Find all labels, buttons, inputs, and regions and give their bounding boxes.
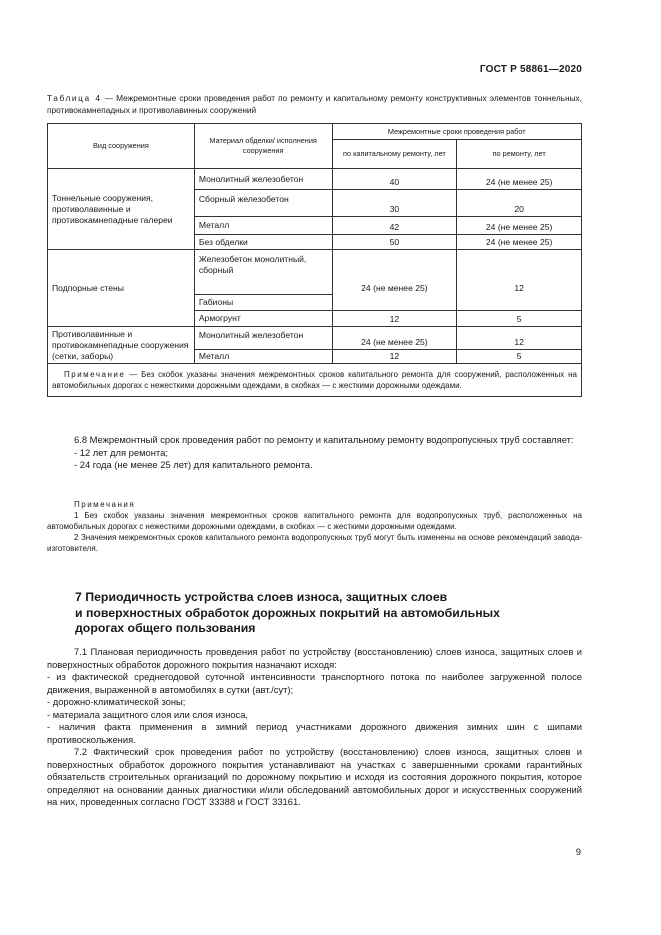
- header-periods: Межремонтные сроки проведения работ: [332, 124, 581, 140]
- row-capital-value: 30: [332, 190, 457, 217]
- section-heading-line: дорогах общего пользования: [75, 621, 256, 635]
- header-capital-repair: по капитальному ремонту, лет: [332, 140, 457, 169]
- row-repair-value: 5: [457, 350, 582, 364]
- row-capital-value: 24 (не менее 25): [332, 327, 457, 350]
- row-material: Железобетон монолитный, сборный: [194, 250, 332, 295]
- notes-block: [47, 499, 582, 554]
- row-material: Габионы: [194, 295, 332, 311]
- row-repair-value: 12: [457, 250, 582, 311]
- section-heading-line: 7 Периодичность устройства слоев износа, защитных слоев: [75, 590, 448, 604]
- list-item: - 12 лет для ремонта;: [74, 446, 168, 458]
- row-repair-value: 24 (не менее 25): [457, 169, 582, 190]
- row-capital-value: 40: [332, 169, 457, 190]
- group-name-retaining-walls: Подпорные стены: [48, 250, 195, 327]
- repair-periods-table: [47, 123, 582, 397]
- row-material: Монолитный железобетон: [194, 327, 332, 350]
- header-structure-type: Вид сооружения: [48, 124, 195, 169]
- row-material: Металл: [194, 217, 332, 235]
- section-7-heading: [75, 590, 555, 637]
- header-repair: по ремонту, лет: [457, 140, 582, 169]
- row-capital-value: 24 (не менее 25): [332, 250, 457, 311]
- row-material: Без обделки: [194, 235, 332, 250]
- row-repair-value: 12: [457, 327, 582, 350]
- section-7-body: [47, 646, 582, 809]
- row-capital-value: 12: [332, 350, 457, 364]
- list-item: - 24 года (не менее 25 лет) для капитального ремонта.: [74, 459, 313, 470]
- row-repair-value: 5: [457, 311, 582, 327]
- table-caption: [47, 93, 582, 116]
- table-note-text: — Без скобок указаны значения межремонтных сроков капитального ремонта для сооружений, расположенных на автомобильных дорогах с нежесткими дорожными одеждами, в скобках — с жесткими дорожными одеждами.: [52, 370, 577, 390]
- row-repair-value: 24 (не менее 25): [457, 235, 582, 250]
- list-item: - из фактической среднегодовой суточной интенсивности транспортного потока по наиболее загруженной полосе движения, выраженной в автомобилях в сутки (авт./сут);: [47, 671, 582, 695]
- section-heading-line: и поверхностных обработок дорожных покрытий на автомобильных: [75, 605, 500, 620]
- clause-7-1: 7.1 Плановая периодичность проведения работ по устройству (восстановлению) слоев износа, защитных слоев и поверхностных обработок дорожного покрытия назначают исходя:: [47, 646, 582, 670]
- table-caption-prefix: Таблица 4: [47, 93, 102, 103]
- row-capital-value: 42: [332, 217, 457, 235]
- table-caption-text: — Межремонтные сроки проведения работ по ремонту и капитальному ремонту конструктивных элементов тоннельных, противокамнепадных и противолавинных сооружений: [47, 93, 582, 115]
- row-capital-value: 50: [332, 235, 457, 250]
- document-standard-number: ГОСТ Р 58861—2020: [479, 64, 582, 75]
- clause-6-8-intro: 6.8 Межремонтный срок проведения работ по ремонту и капитальному ремонту водопропускных труб составляет:: [74, 434, 574, 445]
- row-capital-value: 12: [332, 311, 457, 327]
- page-number: 9: [575, 847, 581, 858]
- table-note-label: Примечание: [64, 370, 126, 379]
- clause-7-2: 7.2 Фактический срок проведения работ по устройству (восстановлению) слоев износа, защитных слоев и поверхностных обработок дорожного покрытия устанавливают на участках с завершенными сроками гарантийных обязательств строительных организаций по дорожному покрытию и исходя из состояния дорожного покрытия, которое определяют на основании данных диагностики и/или обследований автомобильных дорог и искусственных сооружений на них, проведенных согласно ГОСТ 33388 и ГОСТ 33161.: [47, 746, 582, 807]
- row-material: Монолитный железобетон: [194, 169, 332, 190]
- table-note: [48, 364, 582, 397]
- list-item: - материала защитного слоя или слоя износа,: [47, 708, 249, 720]
- group-name-avalanche-structures: Противолавинные и противокамнепадные сооружения (сетки, заборы): [48, 327, 195, 364]
- list-item: - наличия факта применения в зимний период участниками дорожного движения зимних шин с шипами противоскольжения.: [47, 721, 582, 745]
- header-material: Материал обделки/ исполнения сооружения: [194, 124, 332, 169]
- row-repair-value: 24 (не менее 25): [457, 217, 582, 235]
- clause-6-8: [47, 434, 582, 472]
- list-item: - дорожно-климатической зоны;: [47, 696, 186, 707]
- row-material: Металл: [194, 350, 332, 364]
- row-material: Армогрунт: [194, 311, 332, 327]
- row-material: Сборный железобетон: [194, 190, 332, 217]
- note-item: 2 Значения межремонтных сроков капитального ремонта водопропускных труб могут быть изменены на основе рекомендаций завода-изготовителя.: [47, 533, 582, 553]
- notes-title: Примечания: [74, 500, 136, 509]
- row-repair-value: 20: [457, 190, 582, 217]
- group-name-tunnels: Тоннельные сооружения, противолавинные и противокамнепадные галереи: [48, 169, 195, 250]
- note-item: 1 Без скобок указаны значения межремонтных сроков капитального ремонта для водопропускных труб, расположенных на автомобильных дорогах с нежесткими дорожными одеждами, в скобках — с жесткими дорожными одеждами.: [47, 511, 582, 531]
